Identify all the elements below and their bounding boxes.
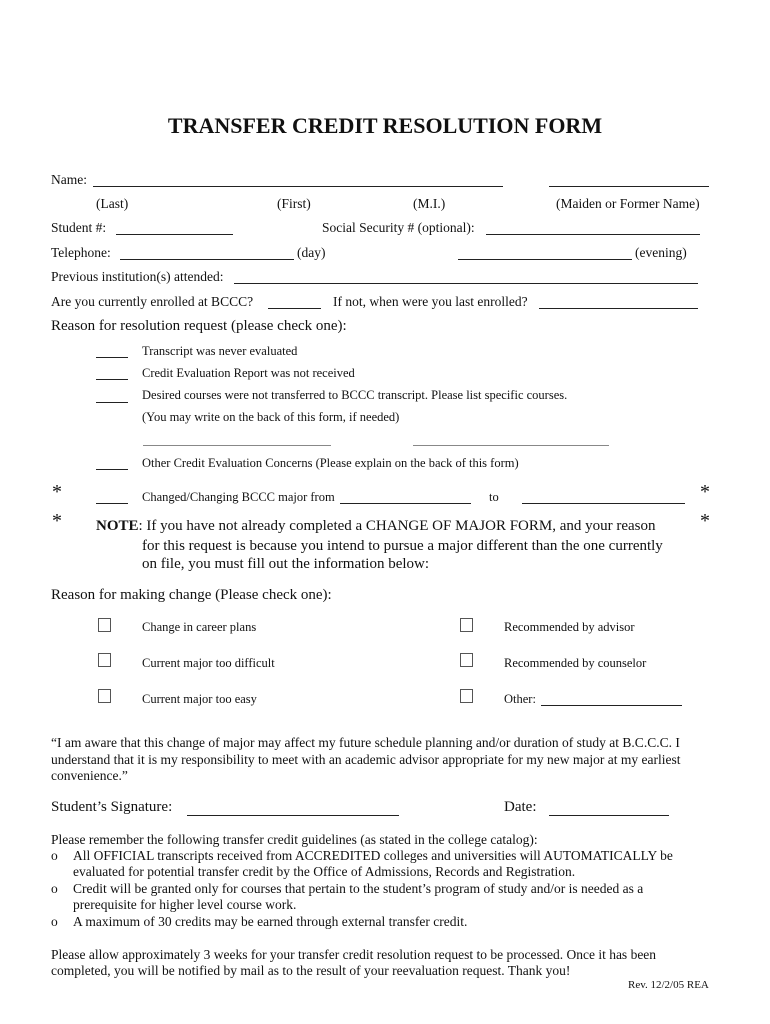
advisor-checkbox[interactable] xyxy=(460,618,473,632)
too-difficult-checkbox[interactable] xyxy=(98,653,111,667)
bullet-3: o xyxy=(51,914,58,929)
bullet-1: o xyxy=(51,848,58,863)
name-label: Name: xyxy=(51,172,87,187)
counselor-label: Recommended by counselor xyxy=(504,656,647,670)
star-marker-right-bottom: * xyxy=(700,510,710,532)
previous-institution-label: Previous institution(s) attended: xyxy=(51,269,224,284)
other-reason-field[interactable] xyxy=(541,705,682,706)
changed-major-check-line[interactable] xyxy=(96,503,128,504)
guideline-3: A maximum of 30 credits may be earned through external transfer credit. xyxy=(73,914,468,929)
course-line-2[interactable] xyxy=(413,445,609,446)
enrolled-label: Are you currently enrolled at BCCC? xyxy=(51,294,254,309)
other-reason-checkbox[interactable] xyxy=(460,689,473,703)
closing-line-1: Please allow approximately 3 weeks for your transfer credit resolution request to be processed. Once it has been xyxy=(51,947,657,962)
ssn-label: Social Security # (optional): xyxy=(322,220,475,235)
maiden-name-field[interactable] xyxy=(549,186,709,187)
last-enrolled-label: If not, when were you last enrolled? xyxy=(333,294,528,309)
major-from-field[interactable] xyxy=(340,503,471,504)
evening-phone-field[interactable] xyxy=(458,259,632,260)
note-text-1: : If you have not already completed a CHANGE OF MAJOR FORM, and your reason xyxy=(138,518,656,534)
career-checkbox[interactable] xyxy=(98,618,111,632)
not-transferred-check-line[interactable] xyxy=(96,402,128,403)
never-evaluated-check-line[interactable] xyxy=(96,357,128,358)
not-received-label: Credit Evaluation Report was not received xyxy=(142,366,355,380)
advisor-label: Recommended by advisor xyxy=(504,620,635,634)
student-number-label: Student #: xyxy=(51,220,107,235)
enrolled-field[interactable] xyxy=(268,308,321,309)
not-transferred-label: Desired courses were not transferred to BCCC transcript. Please list specific courses. xyxy=(142,388,568,402)
guidelines-intro: Please remember the following transfer credit guidelines (as stated in the college catalog): xyxy=(51,832,538,847)
not-received-check-line[interactable] xyxy=(96,379,128,380)
maiden-name-caption: (Maiden or Former Name) xyxy=(556,196,700,211)
date-field[interactable] xyxy=(549,815,669,816)
other-concerns-check-line[interactable] xyxy=(96,469,128,470)
note-line-2: for this request is because you intend to pursue a major different than the one currently xyxy=(142,538,663,554)
first-name-caption: (First) xyxy=(277,196,311,211)
other-reason-label: Other: xyxy=(504,692,536,706)
guideline-1-line-2: evaluated for potential transfer credit by the Office of Admissions, Records and Registration. xyxy=(73,864,576,879)
guideline-2-line-2: prerequisite for higher level course work. xyxy=(73,897,297,912)
telephone-label: Telephone: xyxy=(51,245,111,260)
middle-initial-caption: (M.I.) xyxy=(413,196,446,211)
acknowledgement-statement: “I am aware that this change of major may affect my future schedule planning and/or duration of study at B.C.C.C. I understand that it is my responsibility to meet with an academic advisor appropriate for my new major at my earliest convenience.” xyxy=(51,735,681,783)
too-easy-label: Current major too easy xyxy=(142,692,257,706)
note-label: NOTE xyxy=(96,518,139,534)
reason-heading: Reason for resolution request (please check one): xyxy=(51,318,347,334)
ssn-field[interactable] xyxy=(486,234,700,235)
last-name-caption: (Last) xyxy=(96,196,129,211)
day-phone-field[interactable] xyxy=(120,259,294,260)
bullet-2: o xyxy=(51,881,58,896)
too-difficult-label: Current major too difficult xyxy=(142,656,275,670)
never-evaluated-label: Transcript was never evaluated xyxy=(142,344,298,358)
student-number-field[interactable] xyxy=(116,234,233,235)
signature-label: Student’s Signature: xyxy=(51,799,173,815)
previous-institution-field[interactable] xyxy=(234,283,698,284)
major-to-label: to xyxy=(489,490,499,504)
course-line-1[interactable] xyxy=(143,445,331,446)
date-label: Date: xyxy=(504,799,537,815)
name-field[interactable] xyxy=(93,186,503,187)
closing-line-2: completed, you will be notified by mail as to the result of your reevaluation request. Thank you! xyxy=(51,963,571,978)
star-marker-left-bottom: * xyxy=(52,510,62,532)
guideline-2-line-1: Credit will be granted only for courses that pertain to the student’s program of study and/or is needed as a xyxy=(73,881,644,896)
last-enrolled-field[interactable] xyxy=(539,308,698,309)
evening-caption: (evening) xyxy=(635,245,687,260)
note-line-3: on file, you must fill out the information below: xyxy=(142,556,430,572)
write-back-note: (You may write on the back of this form, if needed) xyxy=(142,410,400,424)
too-easy-checkbox[interactable] xyxy=(98,689,111,703)
changed-major-label: Changed/Changing BCCC major from xyxy=(142,490,335,504)
note-line-1 xyxy=(96,518,656,535)
other-concerns-label: Other Credit Evaluation Concerns (Please explain on the back of this form) xyxy=(142,456,519,470)
change-heading: Reason for making change (Please check one): xyxy=(51,587,332,603)
star-marker-right-top: * xyxy=(700,481,710,503)
star-marker-left-top: * xyxy=(52,481,62,503)
form-title: TRANSFER CREDIT RESOLUTION FORM xyxy=(167,113,603,138)
signature-field[interactable] xyxy=(187,815,399,816)
day-caption: (day) xyxy=(297,245,326,260)
counselor-checkbox[interactable] xyxy=(460,653,473,667)
major-to-field[interactable] xyxy=(522,503,685,504)
guideline-1-line-1: All OFFICIAL transcripts received from ACCREDITED colleges and universities will AUTOMATICALLY be xyxy=(73,848,673,863)
revision-note: Rev. 12/2/05 REA xyxy=(628,979,709,991)
career-label: Change in career plans xyxy=(142,620,257,634)
